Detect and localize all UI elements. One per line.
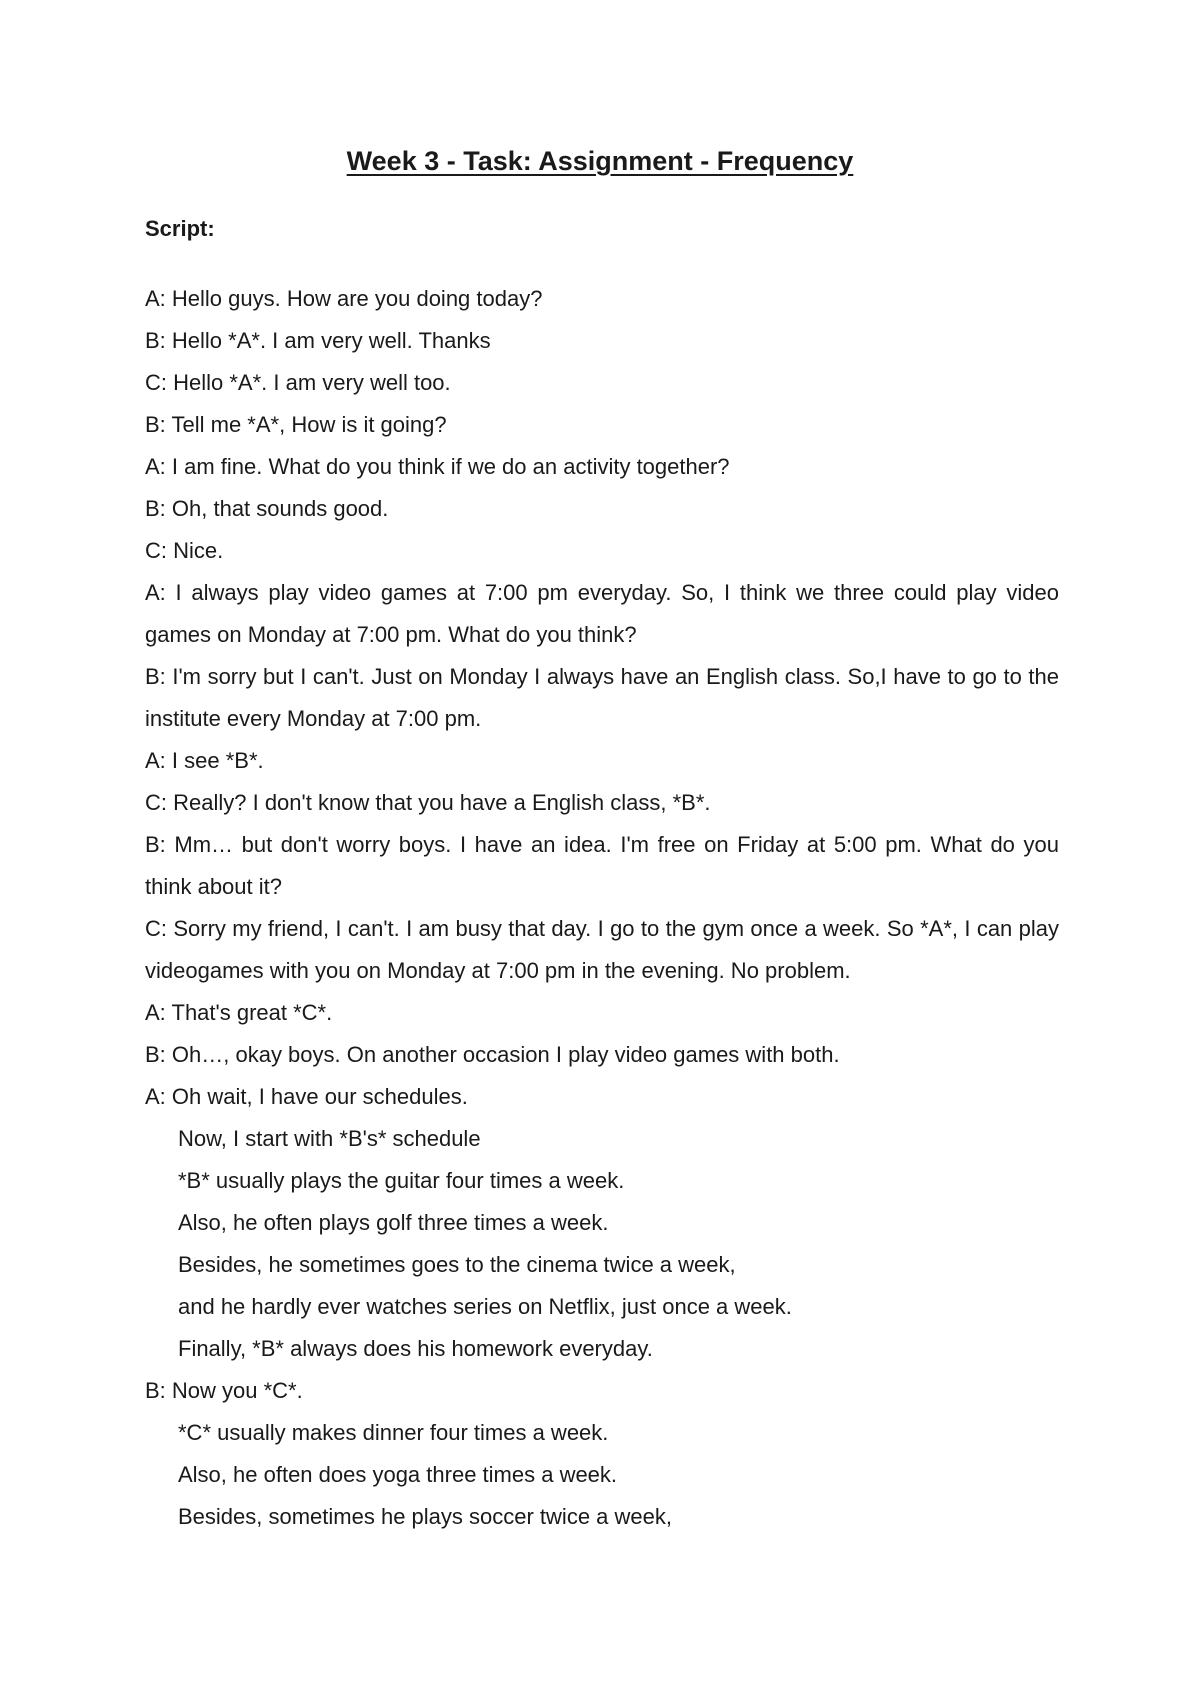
dialogue-line: B: Hello *A*. I am very well. Thanks <box>145 328 491 353</box>
dialogue-line: B: Mm… but don't worry boys. I have an idea. I'm free on Friday at 5:00 pm. What do you think about it? <box>145 832 1059 899</box>
dialogue-line: B: I'm sorry but I can't. Just on Monday I always have an English class. So,I have to go to the institute every Monday at 7:00 pm. <box>145 664 1059 731</box>
schedule-line: Now, I start with *B's* schedule <box>178 1126 481 1151</box>
dialogue-line: B: Tell me *A*, How is it going? <box>145 412 447 437</box>
dialogue-line: C: Really? I don't know that you have a English class, *B*. <box>145 790 711 815</box>
schedule-line: and he hardly ever watches series on Netflix, just once a week. <box>178 1294 792 1319</box>
schedule-line: *B* usually plays the guitar four times a week. <box>178 1168 625 1193</box>
dialogue-line: A: I am fine. What do you think if we do an activity together? <box>145 454 730 479</box>
dialogue-line: A: I always play video games at 7:00 pm everyday. So, I think we three could play video games on Monday at 7:00 pm. What do you think? <box>145 580 1059 647</box>
dialogue-line: A: That's great *C*. <box>145 1000 333 1025</box>
schedule-line: Finally, *B* always does his homework everyday. <box>178 1336 653 1361</box>
dialogue-line: B: Oh, that sounds good. <box>145 496 389 521</box>
dialogue-line: B: Now you *C*. <box>145 1378 303 1403</box>
dialogue-line: A: Oh wait, I have our schedules. <box>145 1084 468 1109</box>
script-label: Script: <box>145 216 215 241</box>
schedule-line: Besides, sometimes he plays soccer twice a week, <box>178 1504 672 1529</box>
dialogue-line: C: Hello *A*. I am very well too. <box>145 370 451 395</box>
dialogue-line: A: Hello guys. How are you doing today? <box>145 286 543 311</box>
dialogue-line: B: Oh…, okay boys. On another occasion I play video games with both. <box>145 1042 840 1067</box>
dialogue-line: C: Sorry my friend, I can't. I am busy that day. I go to the gym once a week. So *A*, I can play videogames with you on Monday at 7:00 pm in the evening. No problem. <box>145 916 1059 983</box>
dialogue-line: A: I see *B*. <box>145 748 264 773</box>
schedule-line: Also, he often does yoga three times a week. <box>178 1462 618 1487</box>
schedule-line: Besides, he sometimes goes to the cinema twice a week, <box>178 1252 736 1277</box>
schedule-line: Also, he often plays golf three times a week. <box>178 1210 609 1235</box>
document-title: Week 3 - Task: Assignment - Frequency <box>346 146 854 176</box>
schedule-line: *C* usually makes dinner four times a week. <box>178 1420 609 1445</box>
script-body <box>145 278 1059 1538</box>
dialogue-line: C: Nice. <box>145 538 224 563</box>
